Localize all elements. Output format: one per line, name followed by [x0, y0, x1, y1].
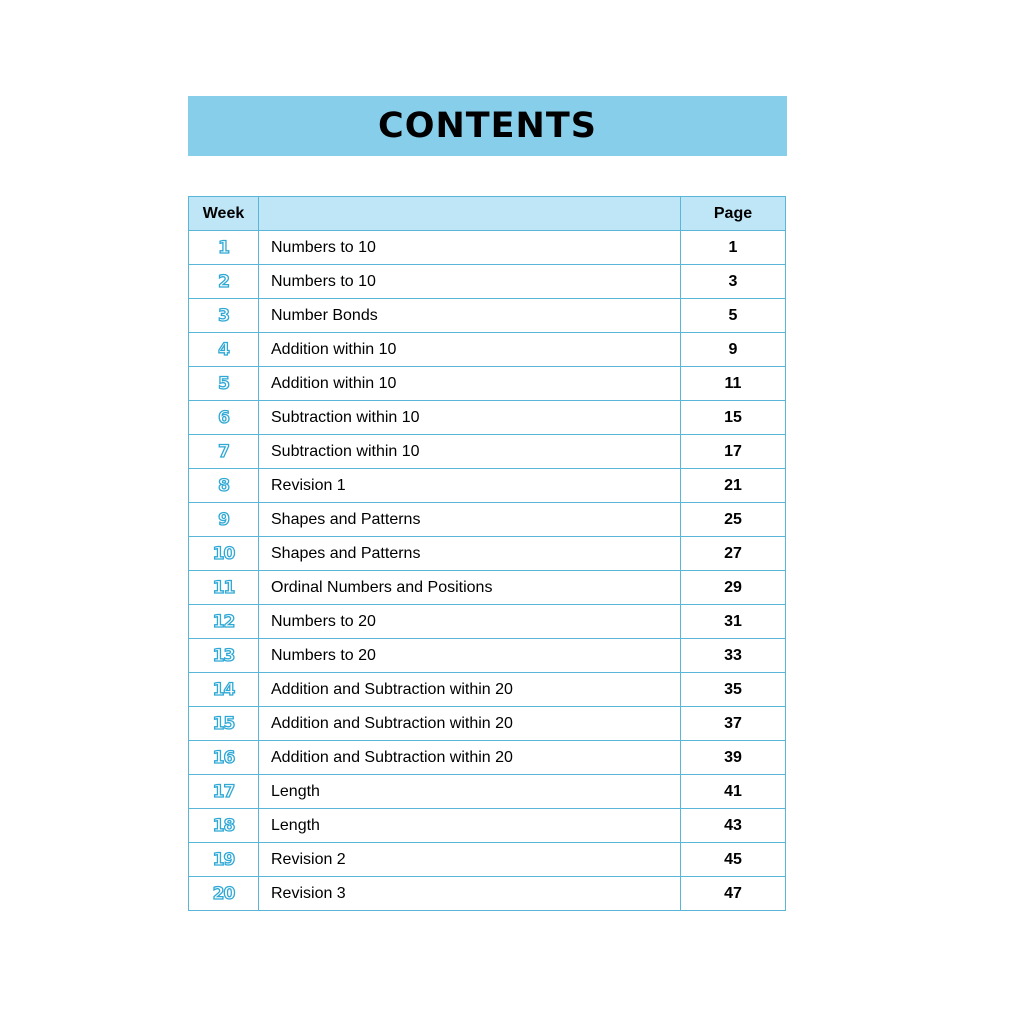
- page-number: 33: [681, 639, 786, 673]
- page-number: 27: [681, 537, 786, 571]
- page-number: 25: [681, 503, 786, 537]
- table-row: [189, 231, 786, 265]
- page-number: 21: [681, 469, 786, 503]
- header-week: Week: [189, 197, 259, 231]
- week-number: 15: [189, 707, 259, 741]
- topic-title: Subtraction within 10: [259, 401, 681, 435]
- week-number: 5: [189, 367, 259, 401]
- contents-table: [188, 196, 786, 911]
- page-number: 3: [681, 265, 786, 299]
- table-row: [189, 435, 786, 469]
- week-number: 19: [189, 843, 259, 877]
- table-row: [189, 503, 786, 537]
- table-row: [189, 877, 786, 911]
- week-number: 17: [189, 775, 259, 809]
- topic-title: Revision 2: [259, 843, 681, 877]
- table-row: [189, 843, 786, 877]
- page-number: 37: [681, 707, 786, 741]
- topic-title: Numbers to 10: [259, 231, 681, 265]
- topic-title: Addition and Subtraction within 20: [259, 741, 681, 775]
- week-number: 14: [189, 673, 259, 707]
- table-row: [189, 367, 786, 401]
- topic-title: Length: [259, 775, 681, 809]
- page-number: 11: [681, 367, 786, 401]
- topic-title: Shapes and Patterns: [259, 537, 681, 571]
- page-title: CONTENTS: [378, 106, 597, 146]
- page-number: 45: [681, 843, 786, 877]
- week-number: 3: [189, 299, 259, 333]
- page-number: 39: [681, 741, 786, 775]
- topic-title: Length: [259, 809, 681, 843]
- topic-title: Numbers to 10: [259, 265, 681, 299]
- topic-title: Ordinal Numbers and Positions: [259, 571, 681, 605]
- contents-banner: [188, 96, 787, 156]
- table-row: [189, 537, 786, 571]
- week-number: 20: [189, 877, 259, 911]
- page-number: 17: [681, 435, 786, 469]
- page-number: 41: [681, 775, 786, 809]
- table-header-row: [189, 197, 786, 231]
- topic-title: Addition within 10: [259, 367, 681, 401]
- page-number: 43: [681, 809, 786, 843]
- week-number: 9: [189, 503, 259, 537]
- table-row: [189, 299, 786, 333]
- week-number: 12: [189, 605, 259, 639]
- page-number: 35: [681, 673, 786, 707]
- topic-title: Number Bonds: [259, 299, 681, 333]
- page-number: 31: [681, 605, 786, 639]
- table-row: [189, 809, 786, 843]
- week-number: 16: [189, 741, 259, 775]
- week-number: 4: [189, 333, 259, 367]
- week-number: 11: [189, 571, 259, 605]
- topic-title: Addition and Subtraction within 20: [259, 707, 681, 741]
- topic-title: Numbers to 20: [259, 639, 681, 673]
- page-number: 47: [681, 877, 786, 911]
- page-number: 29: [681, 571, 786, 605]
- topic-title: Addition within 10: [259, 333, 681, 367]
- week-number: 1: [189, 231, 259, 265]
- week-number: 6: [189, 401, 259, 435]
- week-number: 2: [189, 265, 259, 299]
- table-row: [189, 707, 786, 741]
- topic-title: Subtraction within 10: [259, 435, 681, 469]
- table-row: [189, 775, 786, 809]
- table-row: [189, 639, 786, 673]
- header-topic: [259, 197, 681, 231]
- topic-title: Shapes and Patterns: [259, 503, 681, 537]
- page-number: 5: [681, 299, 786, 333]
- week-number: 7: [189, 435, 259, 469]
- table-row: [189, 605, 786, 639]
- page-number: 9: [681, 333, 786, 367]
- table-body: [189, 231, 786, 911]
- week-number: 13: [189, 639, 259, 673]
- topic-title: Revision 1: [259, 469, 681, 503]
- topic-title: Revision 3: [259, 877, 681, 911]
- table-row: [189, 673, 786, 707]
- table-row: [189, 571, 786, 605]
- page-number: 15: [681, 401, 786, 435]
- week-number: 10: [189, 537, 259, 571]
- week-number: 18: [189, 809, 259, 843]
- table-row: [189, 265, 786, 299]
- table-row: [189, 333, 786, 367]
- topic-title: Numbers to 20: [259, 605, 681, 639]
- table-row: [189, 401, 786, 435]
- table-row: [189, 741, 786, 775]
- header-page: Page: [681, 197, 786, 231]
- week-number: 8: [189, 469, 259, 503]
- table-row: [189, 469, 786, 503]
- page-number: 1: [681, 231, 786, 265]
- topic-title: Addition and Subtraction within 20: [259, 673, 681, 707]
